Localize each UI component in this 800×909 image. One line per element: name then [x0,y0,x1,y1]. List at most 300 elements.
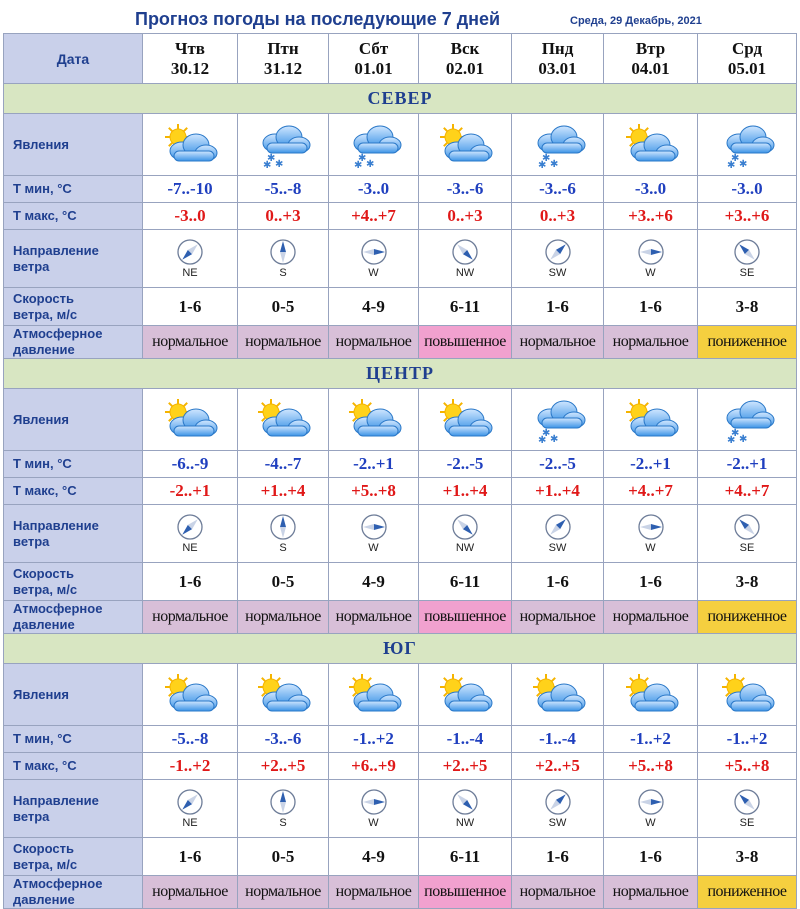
compass-icon [329,238,418,266]
compass-icon [698,238,796,266]
date-header-label: Дата [56,50,90,67]
tmin-value: -5..-8 [238,176,329,203]
day-column-header [143,34,238,84]
wind-direction-cell [143,780,238,838]
compass-icon [419,513,511,541]
tmin-value: -1..+2 [329,726,419,753]
compass-icon [329,513,418,541]
wind-direction-value: NW [455,817,475,829]
tmax-value: +1..+4 [419,478,512,505]
wind-speed-label [4,288,143,326]
wind-direction-value: NE [182,267,198,279]
wind-speed-label [4,838,143,876]
wind-speed-row [4,838,797,876]
phenomena-label-text: Явления [13,136,69,152]
wind-speed-value: 0-5 [238,288,329,326]
tmin-value: -6..-9 [143,451,238,478]
pressure-value: нормальное [604,601,698,634]
wind-speed-value: 1-6 [143,838,238,876]
wind-direction-value: S [279,542,287,554]
wind-speed-label [4,563,143,601]
wind-speed-value: 3-8 [698,563,797,601]
tmin-label-text: Т мин, °С [13,181,72,196]
wind-direction-cell [329,780,419,838]
wind-speed-value: 1-6 [512,563,604,601]
pressure-value: нормальное [143,876,238,909]
compass-icon [512,238,603,266]
pressure-value: нормальное [329,326,419,359]
page-header [0,0,800,33]
tmin-value: -5..-8 [143,726,238,753]
tmin-value: -1..-4 [419,726,512,753]
wind-speed-value: 6-11 [419,288,512,326]
wind-speed-value: 6-11 [419,563,512,601]
wind-speed-value: 3-8 [698,288,797,326]
sun-cloud-icon [143,121,237,169]
phenomena-row [4,664,797,726]
pressure-label-text: Атмосферное [13,876,103,891]
weather-cell [143,114,238,176]
tmin-label [4,176,143,203]
tmax-label-text: Т макс, °С [13,208,77,223]
pressure-label-text-2: давление [13,617,75,632]
phenomena-label-text: Явления [13,411,69,427]
wind-speed-label-text-2: ветра, м/с [13,306,78,322]
current-date: Среда, 29 Декабрь, 2021 [570,15,702,27]
day-column-header [329,34,419,84]
wind-direction-value: SW [548,817,567,829]
wind-direction-value: SW [548,267,567,279]
pressure-label [4,876,143,909]
wind-speed-row [4,563,797,601]
svg-text:✱: ✱ [263,159,272,169]
wind-direction-cell [329,505,419,563]
wind-direction-value: W [368,542,379,554]
tmin-value: -2..+1 [329,451,419,478]
compass-icon [419,238,511,266]
svg-text:✱: ✱ [365,158,374,169]
pressure-value: пониженное [698,876,797,909]
forecast-table [3,33,797,909]
day-date: 01.01 [354,58,393,78]
weather-cell [604,114,698,176]
region-title [4,359,797,389]
wind-direction-value: W [368,817,379,829]
wind-speed-value: 4-9 [329,288,419,326]
wind-direction-value: SE [739,817,755,829]
day-date: 31.12 [263,58,303,78]
tmax-label [4,478,143,505]
sun-cloud-icon [143,671,237,719]
pressure-label-text: Атмосферное [13,326,103,341]
tmax-value: +1..+4 [512,478,604,505]
day-of-week: Пнд [541,38,574,58]
weather-cell [238,114,329,176]
wind-direction-label-text-2: ветра [13,533,50,549]
wind-direction-cell [238,230,329,288]
weather-cell [329,389,419,451]
tmax-value: -2..+1 [143,478,238,505]
wind-direction-label-text: Направление [13,792,99,808]
pressure-value: нормальное [604,876,698,909]
compass-icon [604,788,697,816]
day-of-week: Чтв [174,38,205,58]
svg-text:✱: ✱ [549,433,558,444]
tmin-value: -3..0 [698,176,797,203]
svg-text:✱: ✱ [739,158,748,169]
weather-cell [419,114,512,176]
tmax-value: +2..+5 [419,753,512,780]
tmax-value: +4..+7 [604,478,698,505]
sun-cloud-icon [238,396,328,444]
phenomena-label [4,389,143,451]
tmin-value: -1..+2 [604,726,698,753]
wind-speed-value: 1-6 [143,563,238,601]
sun-cloud-icon [143,396,237,444]
date-header [4,34,143,84]
svg-text:✱: ✱ [727,159,736,169]
phenomena-label [4,114,143,176]
day-column-header [419,34,512,84]
day-column-header [238,34,329,84]
svg-text:✱: ✱ [549,158,558,169]
region-header-row [4,84,797,114]
wind-speed-label-text: Скорость [13,840,74,856]
svg-text:✱: ✱ [537,434,546,444]
tmax-label [4,753,143,780]
snow-cloud-icon [329,121,418,169]
wind-direction-label-text-2: ветра [13,808,50,824]
wind-speed-value: 3-8 [698,838,797,876]
wind-direction-value: S [279,267,287,279]
wind-direction-label [4,230,143,288]
weather-cell [604,389,698,451]
day-date: 04.01 [631,58,670,78]
weather-cell [698,664,797,726]
wind-direction-value: W [645,267,656,279]
sun-cloud-icon [604,671,697,719]
tmin-label-text: Т мин, °С [13,731,72,746]
weather-cell [238,664,329,726]
pressure-row [4,601,797,634]
tmax-label-text: Т макс, °С [13,758,77,773]
day-column-header [604,34,698,84]
wind-direction-value: NE [182,817,198,829]
sun-cloud-icon [698,671,796,719]
wind-speed-label-text: Скорость [13,290,74,306]
tmin-value: -3..-6 [512,176,604,203]
tmin-value: -1..-4 [512,726,604,753]
tmin-row [4,451,797,478]
tmax-row [4,753,797,780]
tmax-value: +4..+7 [329,203,419,230]
wind-direction-cell [604,780,698,838]
compass-icon [512,513,603,541]
sun-cloud-icon [604,396,697,444]
sun-cloud-icon [604,121,697,169]
weather-cell [238,389,329,451]
wind-direction-row [4,505,797,563]
day-date: 03.01 [538,58,577,78]
wind-speed-value: 1-6 [512,838,604,876]
pressure-value: повышенное [419,601,512,634]
svg-text:✱: ✱ [267,152,276,164]
day-column-header [698,34,797,84]
pressure-label-text: Атмосферное [13,601,103,616]
weather-cell [143,389,238,451]
svg-text:✱: ✱ [727,434,736,444]
svg-text:✱: ✱ [731,427,740,439]
wind-speed-value: 0-5 [238,563,329,601]
pressure-value: нормальное [238,601,329,634]
wind-direction-row [4,780,797,838]
day-date: 02.01 [445,58,485,78]
day-of-week: Сбт [358,38,389,58]
tmin-value: -1..+2 [698,726,797,753]
wind-speed-row [4,288,797,326]
wind-direction-row [4,230,797,288]
tmax-value: -1..+2 [143,753,238,780]
region-header-row [4,634,797,664]
tmax-value: 0..+3 [238,203,329,230]
wind-direction-cell [604,230,698,288]
pressure-value: нормальное [143,601,238,634]
wind-direction-cell [419,505,512,563]
tmax-label-text: Т макс, °С [13,483,77,498]
pressure-value: нормальное [143,326,238,359]
snow-cloud-icon [698,396,796,444]
tmin-value: -4..-7 [238,451,329,478]
tmin-value: -2..+1 [698,451,797,478]
tmin-value: -2..-5 [419,451,512,478]
tmin-value: -3..0 [604,176,698,203]
region-name: ЦЕНТР [365,363,434,383]
pressure-value: нормальное [329,876,419,909]
compass-icon [238,513,328,541]
weather-cell [512,114,604,176]
tmax-label [4,203,143,230]
tmax-value: +5..+8 [329,478,419,505]
wind-direction-value: W [645,817,656,829]
wind-direction-cell [512,780,604,838]
svg-text:✱: ✱ [353,159,362,169]
sun-cloud-icon [238,671,328,719]
pressure-row [4,876,797,909]
pressure-value: нормальное [329,601,419,634]
day-of-week: Срд [731,38,763,58]
snow-cloud-icon [512,396,603,444]
snow-cloud-icon [698,121,796,169]
wind-direction-value: NW [455,542,475,554]
wind-direction-cell [419,230,512,288]
snow-cloud-icon [512,121,603,169]
wind-speed-value: 1-6 [604,563,698,601]
tmin-row [4,176,797,203]
pressure-value: нормальное [512,326,604,359]
weather-cell [329,664,419,726]
weather-cell [604,664,698,726]
compass-icon [419,788,511,816]
compass-icon [143,788,237,816]
pressure-value: нормальное [238,876,329,909]
tmin-row [4,726,797,753]
sun-cloud-icon [419,671,511,719]
region-title [4,634,797,664]
phenomena-label-text: Явления [13,686,69,702]
weather-cell [512,664,604,726]
wind-direction-cell [512,230,604,288]
phenomena-row [4,114,797,176]
wind-speed-value: 1-6 [604,288,698,326]
pressure-value: нормальное [512,601,604,634]
pressure-value: нормальное [512,876,604,909]
wind-direction-value: NW [455,267,475,279]
compass-icon [604,513,697,541]
sun-cloud-icon [329,396,418,444]
wind-direction-value: SE [739,267,755,279]
tmax-value: +2..+5 [512,753,604,780]
pressure-value: повышенное [419,876,512,909]
wind-direction-value: W [645,542,656,554]
wind-speed-label-text-2: ветра, м/с [13,856,78,872]
svg-text:✱: ✱ [541,152,550,164]
tmax-value: +3..+6 [604,203,698,230]
compass-icon [143,513,237,541]
pressure-label-text-2: давление [13,342,75,357]
wind-direction-label [4,780,143,838]
compass-icon [512,788,603,816]
compass-icon [604,238,697,266]
compass-icon [329,788,418,816]
pressure-label [4,326,143,359]
tmax-value: +3..+6 [698,203,797,230]
svg-text:✱: ✱ [541,427,550,439]
wind-direction-cell [698,780,797,838]
tmin-value: -3..0 [329,176,419,203]
pressure-label [4,601,143,634]
weather-cell [419,389,512,451]
wind-direction-cell [419,780,512,838]
tmax-value: +6..+9 [329,753,419,780]
wind-direction-cell [604,505,698,563]
svg-text:✱: ✱ [537,159,546,169]
tmax-value: -3..0 [143,203,238,230]
wind-direction-label-text: Направление [13,242,99,258]
region-title [4,84,797,114]
wind-direction-value: NE [182,542,198,554]
wind-direction-label-text: Направление [13,517,99,533]
days-header-row [4,34,797,84]
pressure-value: пониженное [698,601,797,634]
tmax-row [4,203,797,230]
tmin-label-text: Т мин, °С [13,456,72,471]
sun-cloud-icon [419,121,511,169]
compass-icon [698,788,796,816]
wind-direction-cell [238,780,329,838]
svg-text:✱: ✱ [357,152,366,164]
phenomena-row [4,389,797,451]
weather-cell [419,664,512,726]
pressure-value: нормальное [238,326,329,359]
wind-direction-cell [238,505,329,563]
region-name: СЕВЕР [367,88,433,108]
pressure-row [4,326,797,359]
day-of-week: Втр [635,38,666,58]
weather-cell [143,664,238,726]
pressure-value: пониженное [698,326,797,359]
wind-speed-value: 1-6 [512,288,604,326]
wind-direction-value: SW [548,542,567,554]
page-title: Прогноз погоды на последующие 7 дней [135,9,501,29]
snow-cloud-icon [238,121,328,169]
weather-cell [698,114,797,176]
weather-cell [698,389,797,451]
wind-direction-value: W [368,267,379,279]
region-header-row [4,359,797,389]
tmax-value: +5..+8 [698,753,797,780]
compass-icon [238,788,328,816]
wind-speed-label-text: Скорость [13,565,74,581]
wind-speed-value: 1-6 [143,288,238,326]
tmax-value: 0..+3 [419,203,512,230]
region-name: ЮГ [383,638,417,658]
wind-direction-cell [329,230,419,288]
wind-speed-value: 4-9 [329,838,419,876]
sun-cloud-icon [512,671,603,719]
day-date: 30.12 [170,58,210,78]
sun-cloud-icon [419,396,511,444]
wind-direction-cell [512,505,604,563]
svg-text:✱: ✱ [739,433,748,444]
sun-cloud-icon [329,671,418,719]
weather-cell [512,389,604,451]
wind-speed-value: 4-9 [329,563,419,601]
tmax-row [4,478,797,505]
wind-direction-label [4,505,143,563]
wind-direction-value: S [279,817,287,829]
wind-direction-cell [698,230,797,288]
pressure-value: повышенное [419,326,512,359]
compass-icon [698,513,796,541]
wind-direction-cell [143,505,238,563]
phenomena-label [4,664,143,726]
compass-icon [238,238,328,266]
tmin-value: -2..+1 [604,451,698,478]
tmax-value: +5..+8 [604,753,698,780]
wind-direction-label-text-2: ветра [13,258,50,274]
wind-speed-label-text-2: ветра, м/с [13,581,78,597]
wind-direction-cell [698,505,797,563]
day-date: 05.01 [727,58,767,78]
tmax-value: +4..+7 [698,478,797,505]
tmax-value: 0..+3 [512,203,604,230]
compass-icon [143,238,237,266]
tmin-label [4,726,143,753]
pressure-value: нормальное [604,326,698,359]
wind-direction-value: SE [739,542,755,554]
tmax-value: +1..+4 [238,478,329,505]
tmin-value: -3..-6 [238,726,329,753]
svg-text:✱: ✱ [731,152,740,164]
day-of-week: Вск [450,38,480,58]
tmax-value: +2..+5 [238,753,329,780]
svg-text:✱: ✱ [275,158,284,169]
tmin-value: -2..-5 [512,451,604,478]
day-of-week: Птн [267,38,299,58]
tmin-label [4,451,143,478]
wind-speed-value: 6-11 [419,838,512,876]
weather-cell [329,114,419,176]
